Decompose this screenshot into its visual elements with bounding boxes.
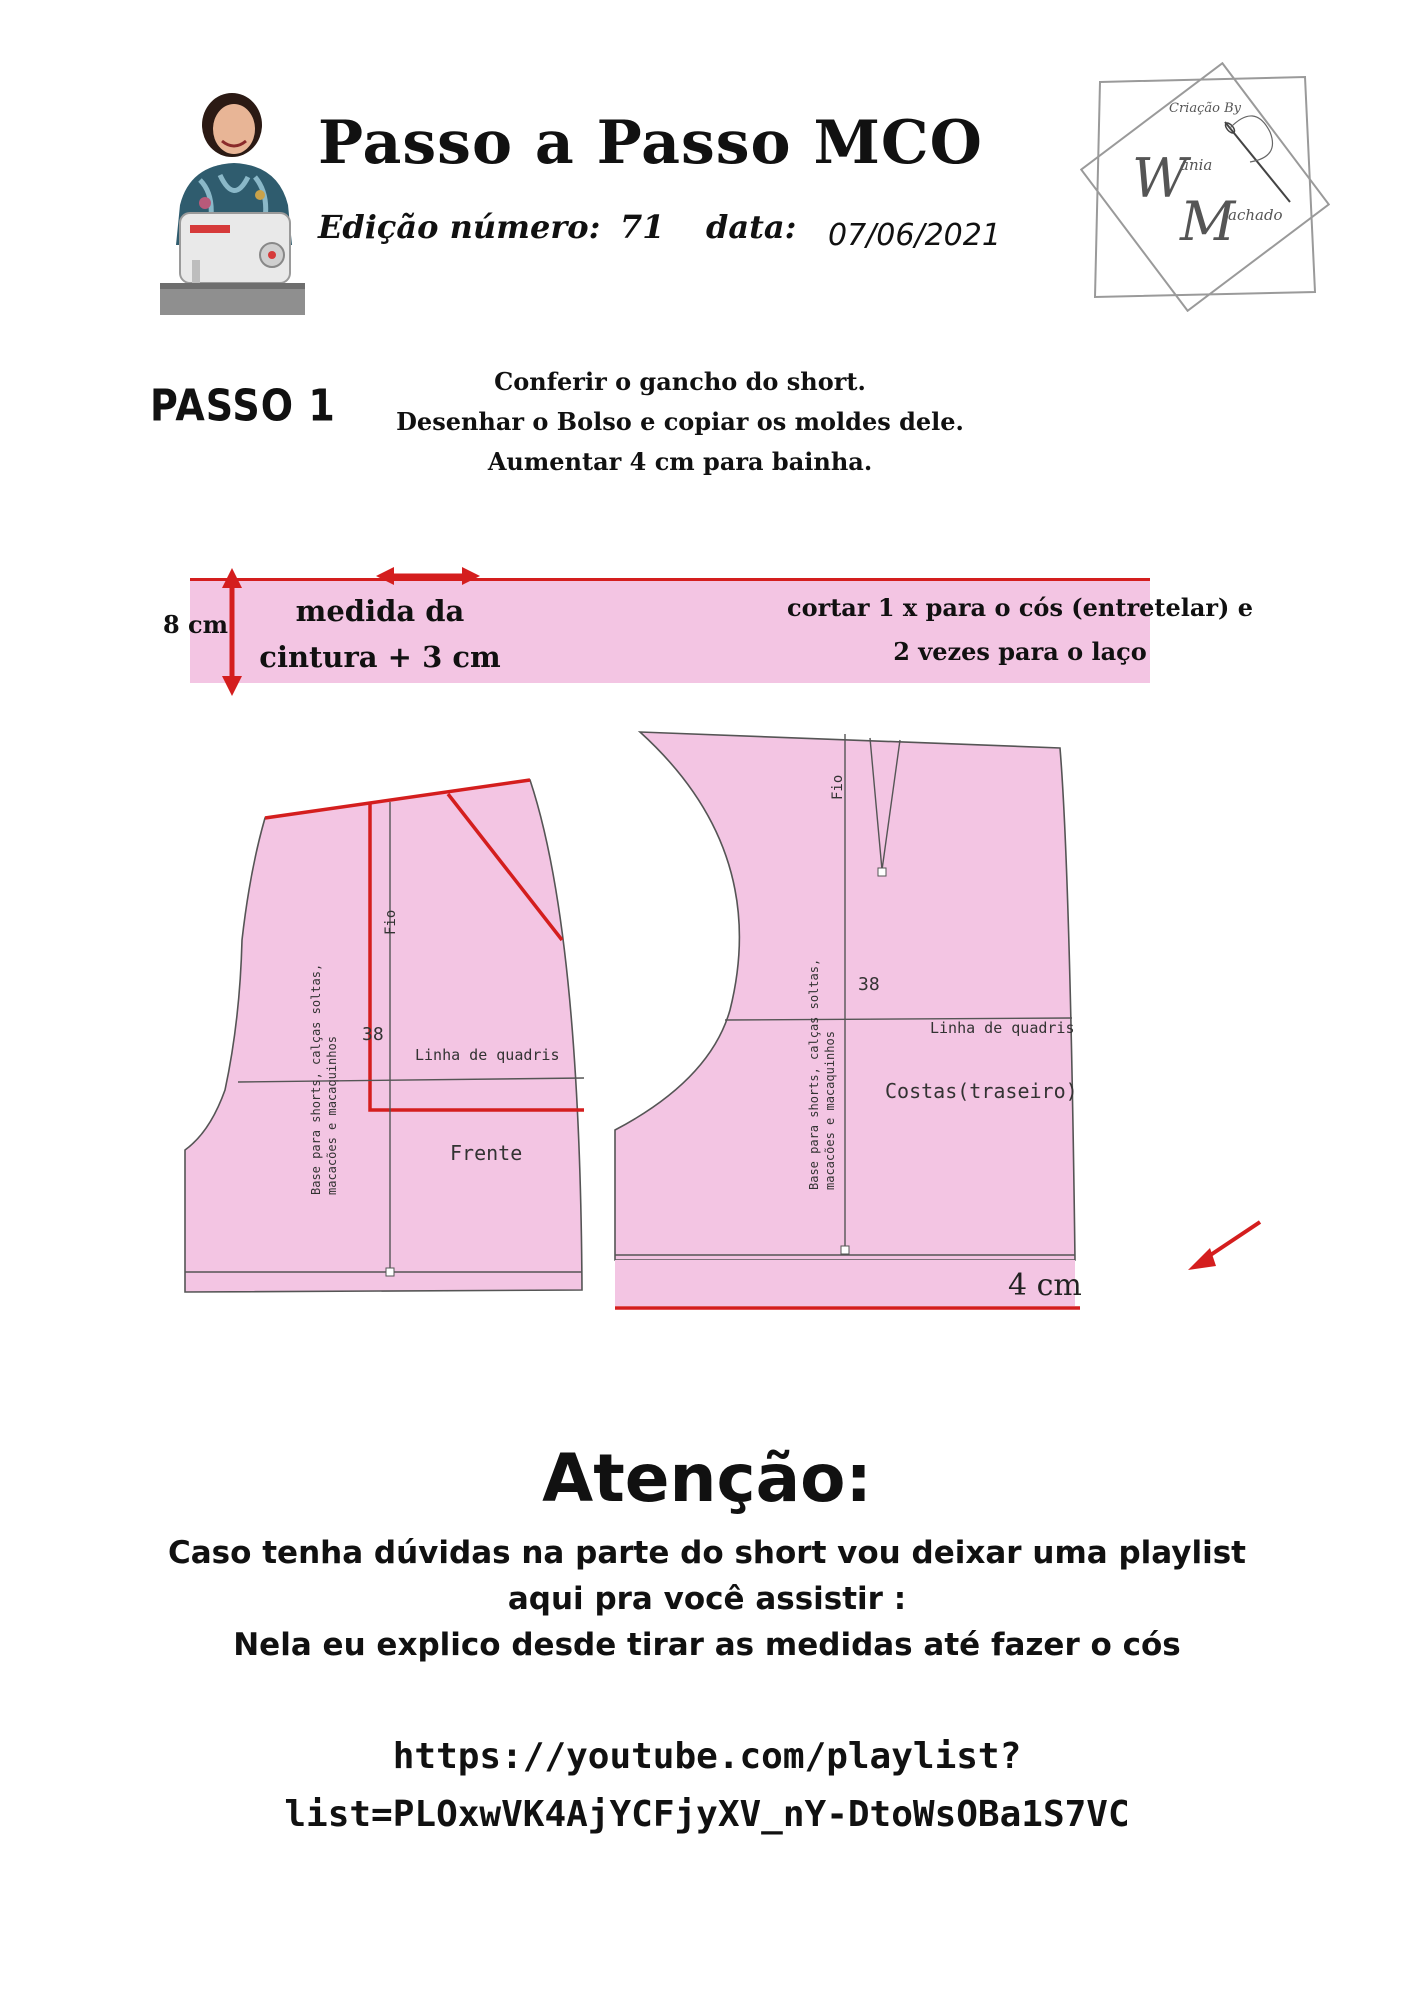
front-piece <box>185 780 584 1292</box>
svg-text:M: M <box>1180 190 1236 253</box>
svg-text:ania: ania <box>1180 156 1213 174</box>
instruction-line: Conferir o gancho do short. <box>494 367 866 396</box>
back-base-note-2: macacões e macaquinhos <box>823 1031 837 1190</box>
edition-label: Edição número: <box>318 208 601 246</box>
svg-text:achado: achado <box>1228 206 1283 224</box>
front-size-label: 38 <box>362 1024 384 1045</box>
back-piece-label: Costas(traseiro) <box>885 1079 1078 1103</box>
step-instructions <box>330 362 1030 482</box>
hem-arrow <box>1188 1222 1260 1270</box>
back-hip-line-label: Linha de quadris <box>930 1019 1075 1037</box>
instruction-line: Desenhar o Bolso e copiar os moldes dele. <box>396 407 964 436</box>
back-grainline-label: Fio <box>830 774 846 800</box>
back-piece <box>615 732 1082 1308</box>
front-grainline-label: Fio <box>383 909 399 935</box>
back-base-note-1: Base para shorts, calças soltas, <box>807 958 821 1190</box>
edition-number: 71 <box>620 208 665 246</box>
back-size-label: 38 <box>858 974 880 995</box>
front-base-note-2: macacões e macaquinhos <box>325 1036 339 1195</box>
step-label: PASSO 1 <box>150 380 336 431</box>
waistband-width-label: medida da cintura + 3 cm <box>259 594 501 674</box>
instruction-line: Aumentar 4 cm para bainha. <box>487 447 873 476</box>
front-hip-line-label: Linha de quadris <box>415 1046 560 1064</box>
waistband-cut-note: cortar 1 x para o cós (entretelar) e 2 vezes para o laço <box>786 593 1254 666</box>
front-base-note-1: Base para shorts, calças soltas, <box>309 963 323 1195</box>
attention-text: Caso tenha dúvidas na parte do short vou deixar uma playlist aqui pra você assistir : Nela eu explico desde tirar as medidas até fazer o cós <box>168 1535 1246 1663</box>
author-photo <box>160 85 305 315</box>
brand-logo <box>1080 62 1330 312</box>
attention-title: Atenção: <box>542 1440 872 1517</box>
playlist-link[interactable]: https://youtube.com/playlist? list=PLOxwVK4AjYCFjyXV_nY-DtoWsOBa1S7VC <box>284 1736 1130 1835</box>
short-pattern-pieces <box>170 720 1270 1320</box>
page-title: Passo a Passo MCO <box>318 108 983 178</box>
waistband-height-label: 8 cm <box>163 610 229 639</box>
date-label: data: <box>706 208 797 246</box>
hem-allowance-label: 4 cm <box>1008 1268 1082 1303</box>
front-piece-label: Frente <box>450 1141 523 1165</box>
svg-text:W: W <box>1132 147 1188 210</box>
svg-text:Criação By: Criação By <box>1169 101 1241 116</box>
date-value: 07/06/2021 <box>828 218 1001 253</box>
